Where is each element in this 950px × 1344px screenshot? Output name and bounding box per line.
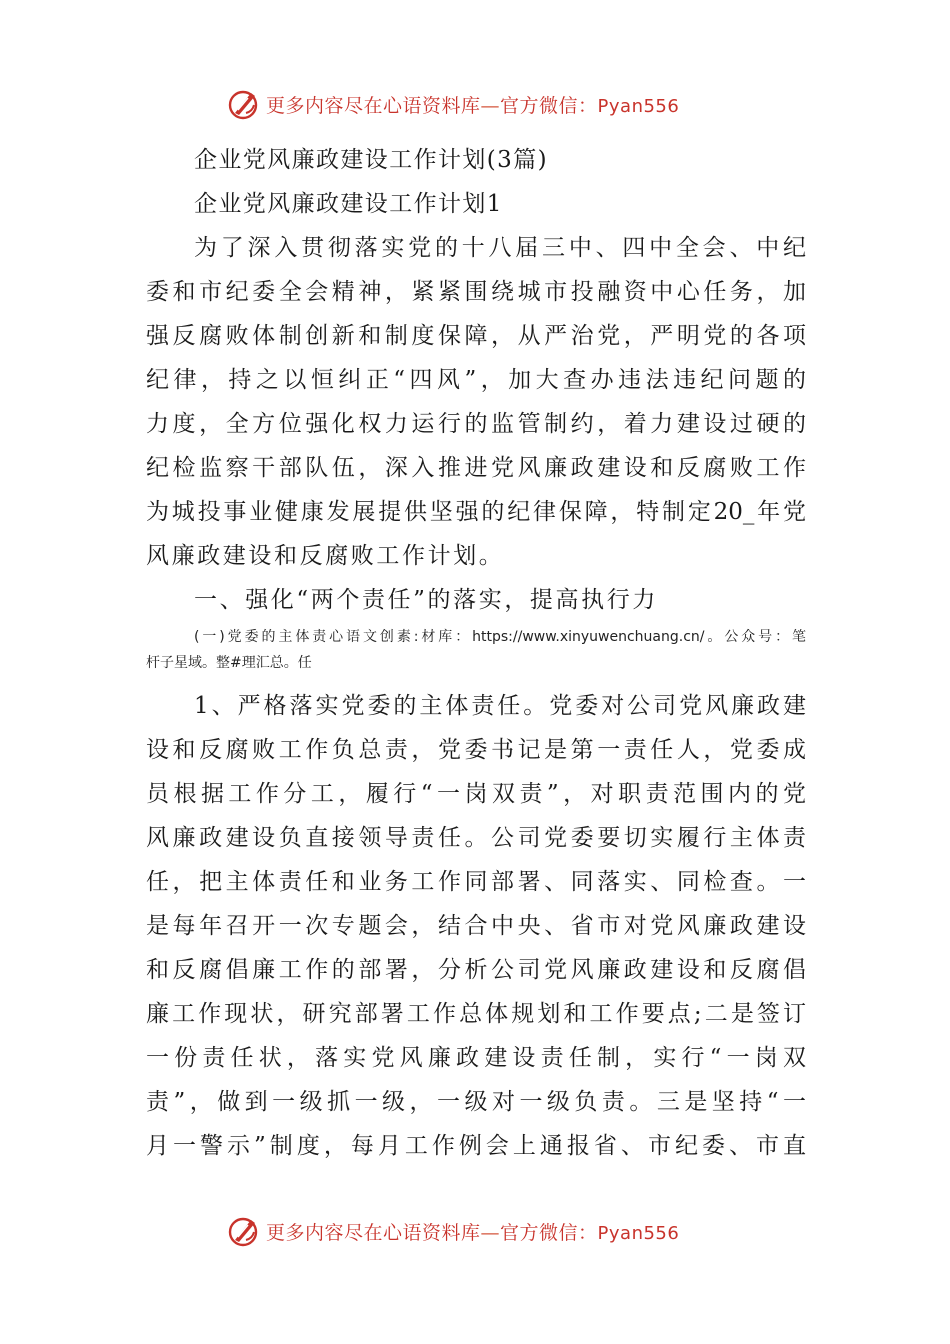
- subsection-heading-small: [146, 624, 806, 676]
- paragraph-line: 员根据工作分工，履行“一岗双责”，对职责范围内的党: [146, 781, 806, 807]
- paragraph-line: 力度，全方位强化权力运行的监管制约，着力建设过硬的: [146, 411, 806, 437]
- document-body: [146, 138, 806, 1168]
- small-text-line: 杆子星域。整#理汇总。任: [146, 655, 312, 671]
- quill-logo-icon: [226, 1213, 262, 1249]
- paragraph-responsibility: [146, 684, 806, 1168]
- paragraph-line: 和反腐倡廉工作的部署，分析公司党风廉政建设和反腐倡: [146, 957, 806, 983]
- paragraph-line: 委和市纪委全会精神，紧紧围绕城市投融资中心任务，加: [146, 279, 806, 305]
- banner-separator: —: [480, 1221, 501, 1244]
- banner-text: [266, 91, 679, 118]
- quill-logo-icon: [226, 86, 262, 122]
- paragraph-line: 风廉政建设负直接领导责任。公司党委要切实履行主体责: [146, 825, 806, 851]
- banner-separator: —: [480, 94, 501, 117]
- paragraph-line: 月一警示”制度，每月工作例会上通报省、市纪委、市直: [146, 1133, 806, 1159]
- paragraph-line: 纪律，持之以恒纠正“四风”，加大查办违法违纪问题的: [146, 367, 806, 393]
- header-banner: [226, 84, 746, 124]
- paragraph-line: 纪检监察干部队伍，深入推进党风廉政建设和反腐败工作: [146, 455, 806, 481]
- document-title: 企业党风廉政建设工作计划(3篇): [194, 147, 548, 173]
- paragraph-line: 廉工作现状，研究部署工作总体规划和工作要点;二是签订: [146, 1001, 806, 1027]
- paragraph-line: 风廉政建设和反腐败工作计划。: [146, 543, 505, 569]
- paragraph-line: 责”，做到一级抓一级，一级对一级负责。三是坚持“一: [146, 1089, 806, 1115]
- paragraph-line: 设和反腐败工作负总责，党委书记是第一责任人，党委成: [146, 737, 806, 763]
- paragraph-intro: [146, 226, 806, 578]
- paragraph-line: 1、严格落实党委的主体责任。党委对公司党风廉政建: [194, 693, 806, 719]
- paragraph-line: 为了深入贯彻落实党的十八届三中、四中全会、中纪: [194, 235, 806, 261]
- paragraph-line: 任，把主体责任和业务工作同部署、同落实、同检查。一: [146, 869, 806, 895]
- paragraph-line: 强反腐败体制创新和制度保障，从严治党，严明党的各项: [146, 323, 806, 349]
- section-heading-1: 一、强化“两个责任”的落实，提高执行力: [194, 587, 658, 613]
- footer-banner: [226, 1211, 746, 1251]
- banner-site-name: 更多内容尽在心语资料库: [266, 94, 481, 117]
- paragraph-line: 一份责任状，落实党风廉政建设责任制，实行“一岗双: [146, 1045, 806, 1071]
- banner-wechat-id: Pyan556: [597, 95, 680, 117]
- paragraph-line: 是每年召开一次专题会，结合中央、省市对党风廉政建设: [146, 913, 806, 939]
- banner-wechat-id: Pyan556: [597, 1222, 680, 1244]
- small-text-line: (一)党委的主体责心语文创素:材库：https://www.xinyuwenchuang.cn/。公众号：笔: [194, 629, 806, 645]
- banner-official-label: 官方微信：: [500, 94, 598, 117]
- banner-site-name: 更多内容尽在心语资料库: [266, 1221, 481, 1244]
- paragraph-line: 为城投事业健康发展提供坚强的纪律保障，特制定20_年党: [146, 499, 806, 525]
- banner-text: [266, 1218, 679, 1245]
- banner-official-label: 官方微信：: [500, 1221, 598, 1244]
- document-subtitle: 企业党风廉政建设工作计划1: [194, 191, 503, 217]
